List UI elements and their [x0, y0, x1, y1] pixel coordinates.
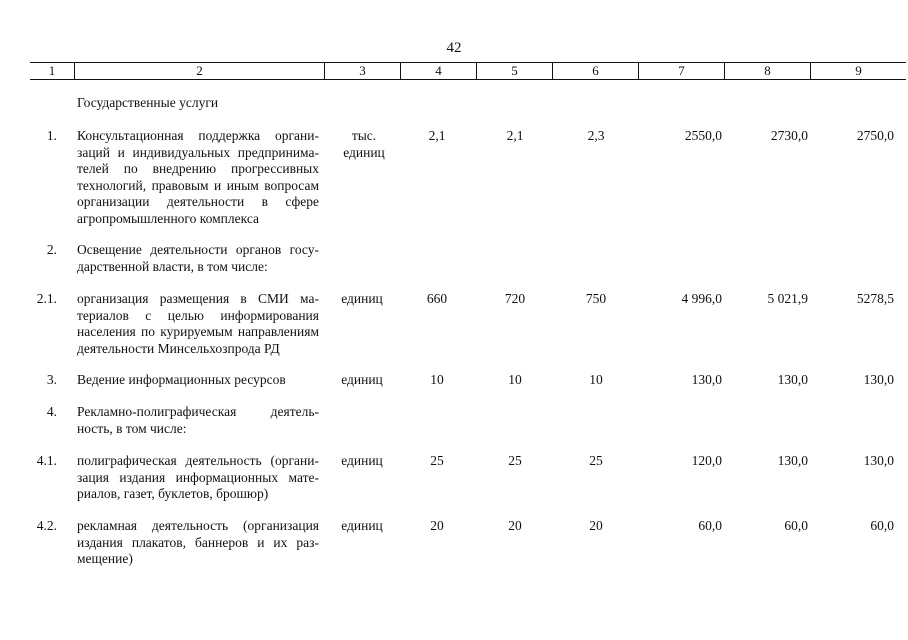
value-col4: 25 — [430, 453, 444, 468]
value-col8: 60,0 — [784, 518, 808, 533]
row-number: 4. — [46, 404, 57, 419]
column-header-1: 1 — [48, 63, 56, 78]
row-unit: единиц — [341, 291, 383, 306]
column-header-6: 6 — [552, 63, 638, 79]
column-header-8: 8 — [724, 63, 810, 79]
value-col7: 2550,0 — [684, 128, 722, 143]
section-title: Государственные услуги — [77, 95, 219, 110]
row-name: Консультационная поддержка организаций и индивидуальных предпринимателей по внедрению прогрессивных технологий, правовым и иным вопросам организации деятельности в сфере агропромышленного комплекса — [77, 128, 319, 226]
column-header-2: 2 — [74, 63, 324, 79]
value-col5: 20 — [508, 518, 522, 533]
value-col7: 130,0 — [691, 372, 722, 387]
row-name: Освещение деятельности органов государственной власти, в том числе: — [77, 242, 319, 274]
value-col7: 4 996,0 — [681, 291, 722, 306]
row-number: 4.2. — [36, 518, 57, 533]
value-col9: 130,0 — [863, 453, 894, 468]
column-header-5: 5 — [476, 63, 552, 79]
value-col9: 130,0 — [863, 372, 894, 387]
row-unit: единиц — [341, 518, 383, 533]
column-header-3: 3 — [324, 63, 400, 79]
row-number: 2. — [46, 242, 57, 257]
row-unit: единиц — [341, 453, 383, 468]
value-col9: 60,0 — [870, 518, 894, 533]
value-col6: 10 — [589, 372, 603, 387]
value-col6: 750 — [585, 291, 607, 306]
column-header-7: 7 — [638, 63, 724, 79]
value-col6: 25 — [589, 453, 603, 468]
value-col8: 130,0 — [777, 372, 808, 387]
row-unit: единиц — [341, 372, 383, 387]
value-col9: 5278,5 — [856, 291, 894, 306]
value-col5: 2,1 — [506, 128, 524, 143]
value-col8: 5 021,9 — [767, 291, 808, 306]
row-name: Рекламно-полиграфическая деятельность, в том числе: — [77, 404, 319, 436]
row-name: рекламная деятельность (организация издания плакатов, баннеров и их размещение) — [77, 518, 319, 566]
value-col4: 20 — [430, 518, 444, 533]
value-col5: 10 — [508, 372, 522, 387]
value-col5: 720 — [504, 291, 526, 306]
value-col5: 25 — [508, 453, 522, 468]
value-col8: 130,0 — [777, 453, 808, 468]
value-col9: 2750,0 — [856, 128, 894, 143]
column-header-row — [30, 62, 906, 80]
column-header-4: 4 — [400, 63, 476, 79]
value-col7: 120,0 — [691, 453, 722, 468]
row-name: полиграфическая деятельность (организация издания информационных материалов, газет, буклетов, брошюр) — [77, 453, 319, 501]
row-number: 4.1. — [36, 453, 57, 468]
row-number: 3. — [46, 372, 57, 387]
value-col7: 60,0 — [698, 518, 722, 533]
value-col6: 2,3 — [587, 128, 605, 143]
row-number: 2.1. — [36, 291, 57, 306]
value-col4: 10 — [430, 372, 444, 387]
row-name: организация размещения в СМИ материалов с целью информирования населения по курируемым направлениям деятельности Минсельхозпрода РД — [77, 291, 319, 356]
column-header-9: 9 — [810, 63, 906, 79]
row-unit: тыс. единиц — [343, 128, 385, 160]
row-number: 1. — [46, 128, 57, 143]
row-name: Ведение информационных ресурсов — [77, 372, 286, 387]
page-number: 42 — [446, 40, 462, 56]
value-col4: 660 — [426, 291, 448, 306]
value-col6: 20 — [589, 518, 603, 533]
value-col8: 2730,0 — [770, 128, 808, 143]
value-col4: 2,1 — [428, 128, 446, 143]
